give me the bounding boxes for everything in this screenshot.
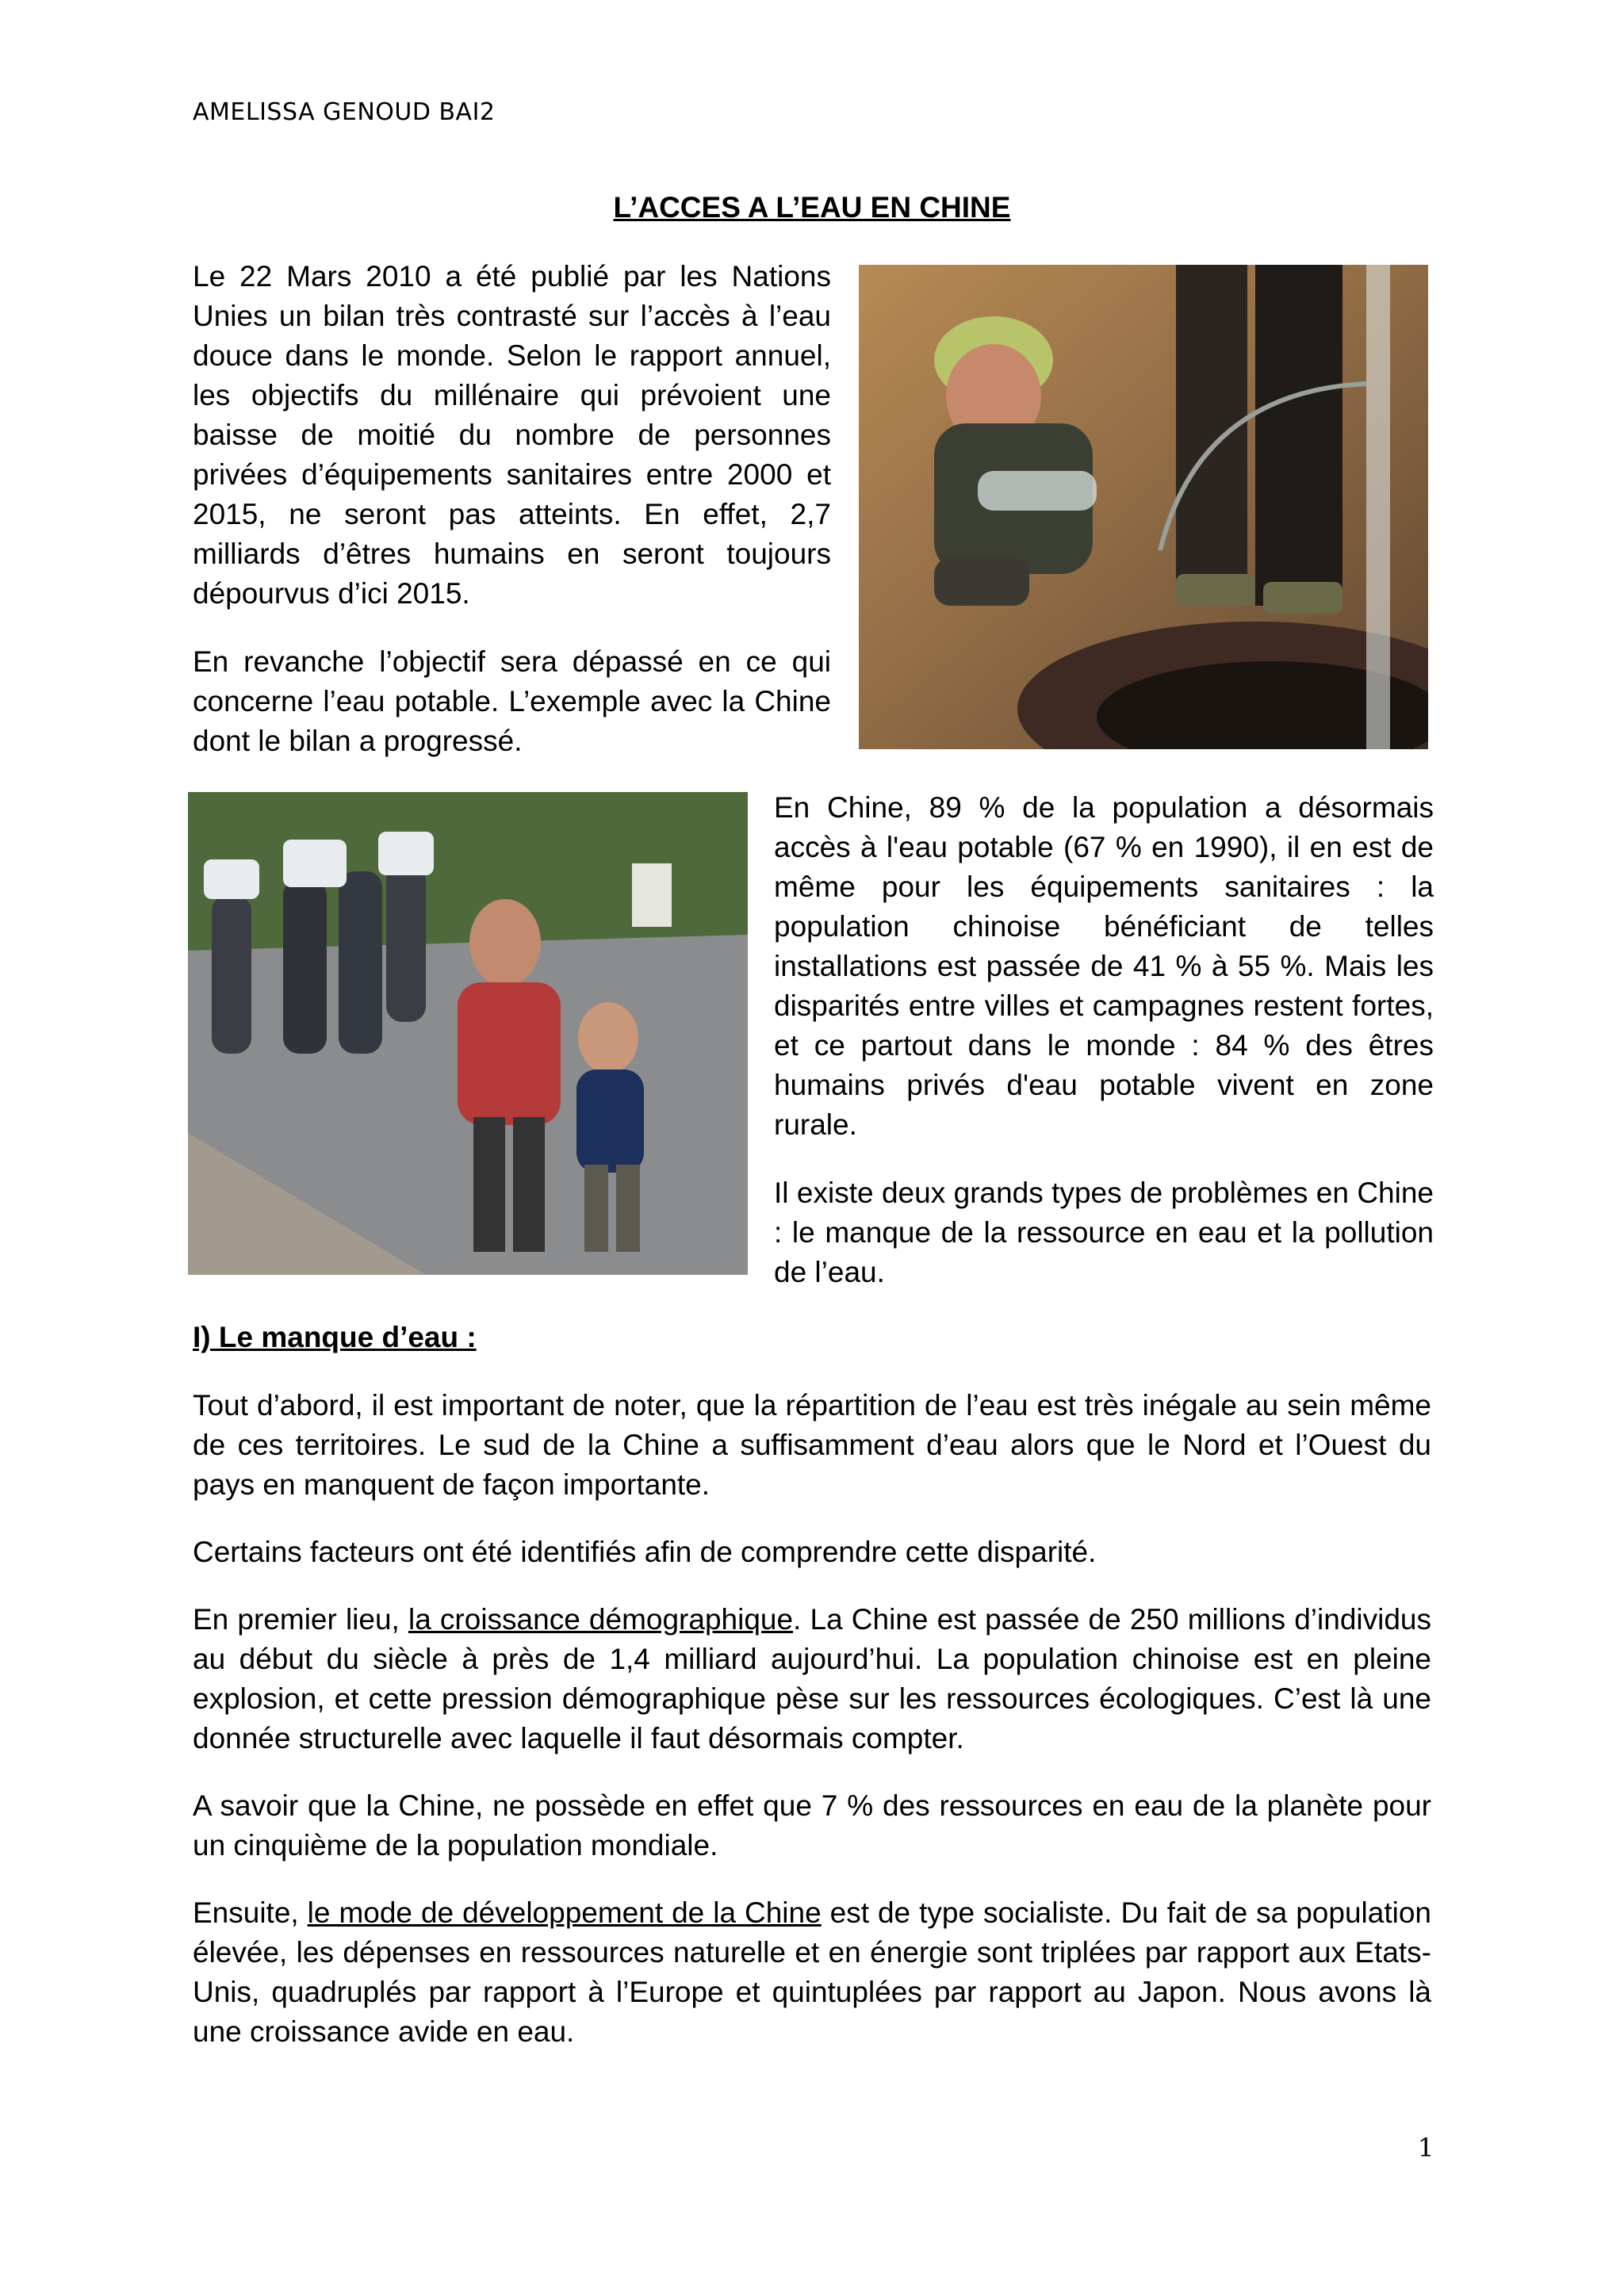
paragraph-text: . La Chine est passée de 250 millions d’individus au début du siècle à près de 1,4 milliard aujourd’hui. La population chinoise est en pleine explosion, et cette pression démographique pèse sur les ressources écologiques. C’est là une donnée structurelle avec laquelle il faut désormais compter. (193, 1603, 1431, 1755)
page-number: 1 (1418, 2133, 1434, 2163)
document-header: AMELISSA GENOUD BAI2 (193, 98, 496, 126)
section1-paragraph-1: Tout d’abord, il est important de noter, que la répartition de l’eau est très inégale au sein même de ces territoires. Le sud de la Chine a suffisamment d’eau alors que le Nord et l’Ouest du pays en manquent de façon importante. (193, 1389, 1431, 1501)
paragraph-text: Ensuite, (193, 1896, 308, 1929)
demographic-growth-underlined: la croissance démographique (408, 1603, 794, 1636)
child-water-photo (859, 265, 1428, 749)
section1-paragraph-5 (193, 1893, 1431, 2052)
china-paragraph-2: Il existe deux grands types de problèmes en Chine : le manque de la ressource en eau et la pollution de l’eau. (774, 1177, 1434, 1288)
document-title: L’ACCES A L’EAU EN CHINE (613, 191, 1011, 224)
development-mode-underlined: le mode de développement de la Chine (307, 1896, 822, 1929)
paragraph-text: est de type socialiste. Du fait de sa population élevée, les dépenses en ressources naturelle et en énergie sont triplées par rapport aux Etats-Unis, quadruplés par rapport à l’Europe et quintuplées par rapport au Japon. Nous avons là une croissance avide en eau. (193, 1896, 1431, 2048)
intro-paragraph-1: Le 22 Mars 2010 a été publié par les Nations Unies un bilan très contrasté sur l’accès à l’eau douce dans le monde. Selon le rapport annuel, les objectifs du millénaire qui prévoient une baisse de moitié du nombre de personnes privées d’équipements sanitaires entre 2000 et 2015, ne seront pas atteints. En effet, 2,7 milliards d’êtres humains en seront toujours dépourvus d’ici 2015. (193, 260, 831, 610)
section1-paragraph-2: Certains facteurs ont été identifiés afin de comprendre cette disparité. (193, 1536, 1097, 1568)
intro-paragraph-2: En revanche l’objectif sera dépassé en ce qui concerne l’eau potable. L’exemple avec la Chine dont le bilan a progressé. (193, 645, 831, 757)
section1-paragraph-4: A savoir que la Chine, ne possède en effet que 7 % des ressources en eau de la planète pour un cinquième de la population mondiale. (193, 1789, 1431, 1862)
paragraph-text: En premier lieu, (193, 1603, 408, 1636)
china-paragraph-1: En Chine, 89 % de la population a désormais accès à l'eau potable (67 % en 1990), il en est de même pour les équipements sanitaires : la population chinoise bénéficiant de telles installations est passée de 41 % à 55 %. Mais les disparités entre villes et campagnes restent fortes, et ce partout dans le monde : 84 % des êtres humains privés d'eau potable vivent en zone rurale. (774, 791, 1434, 1141)
section1-paragraph-3 (193, 1600, 1431, 1758)
children-walking-photo (188, 792, 748, 1275)
section-heading-manque-eau: I) Le manque d’eau : (193, 1321, 477, 1353)
